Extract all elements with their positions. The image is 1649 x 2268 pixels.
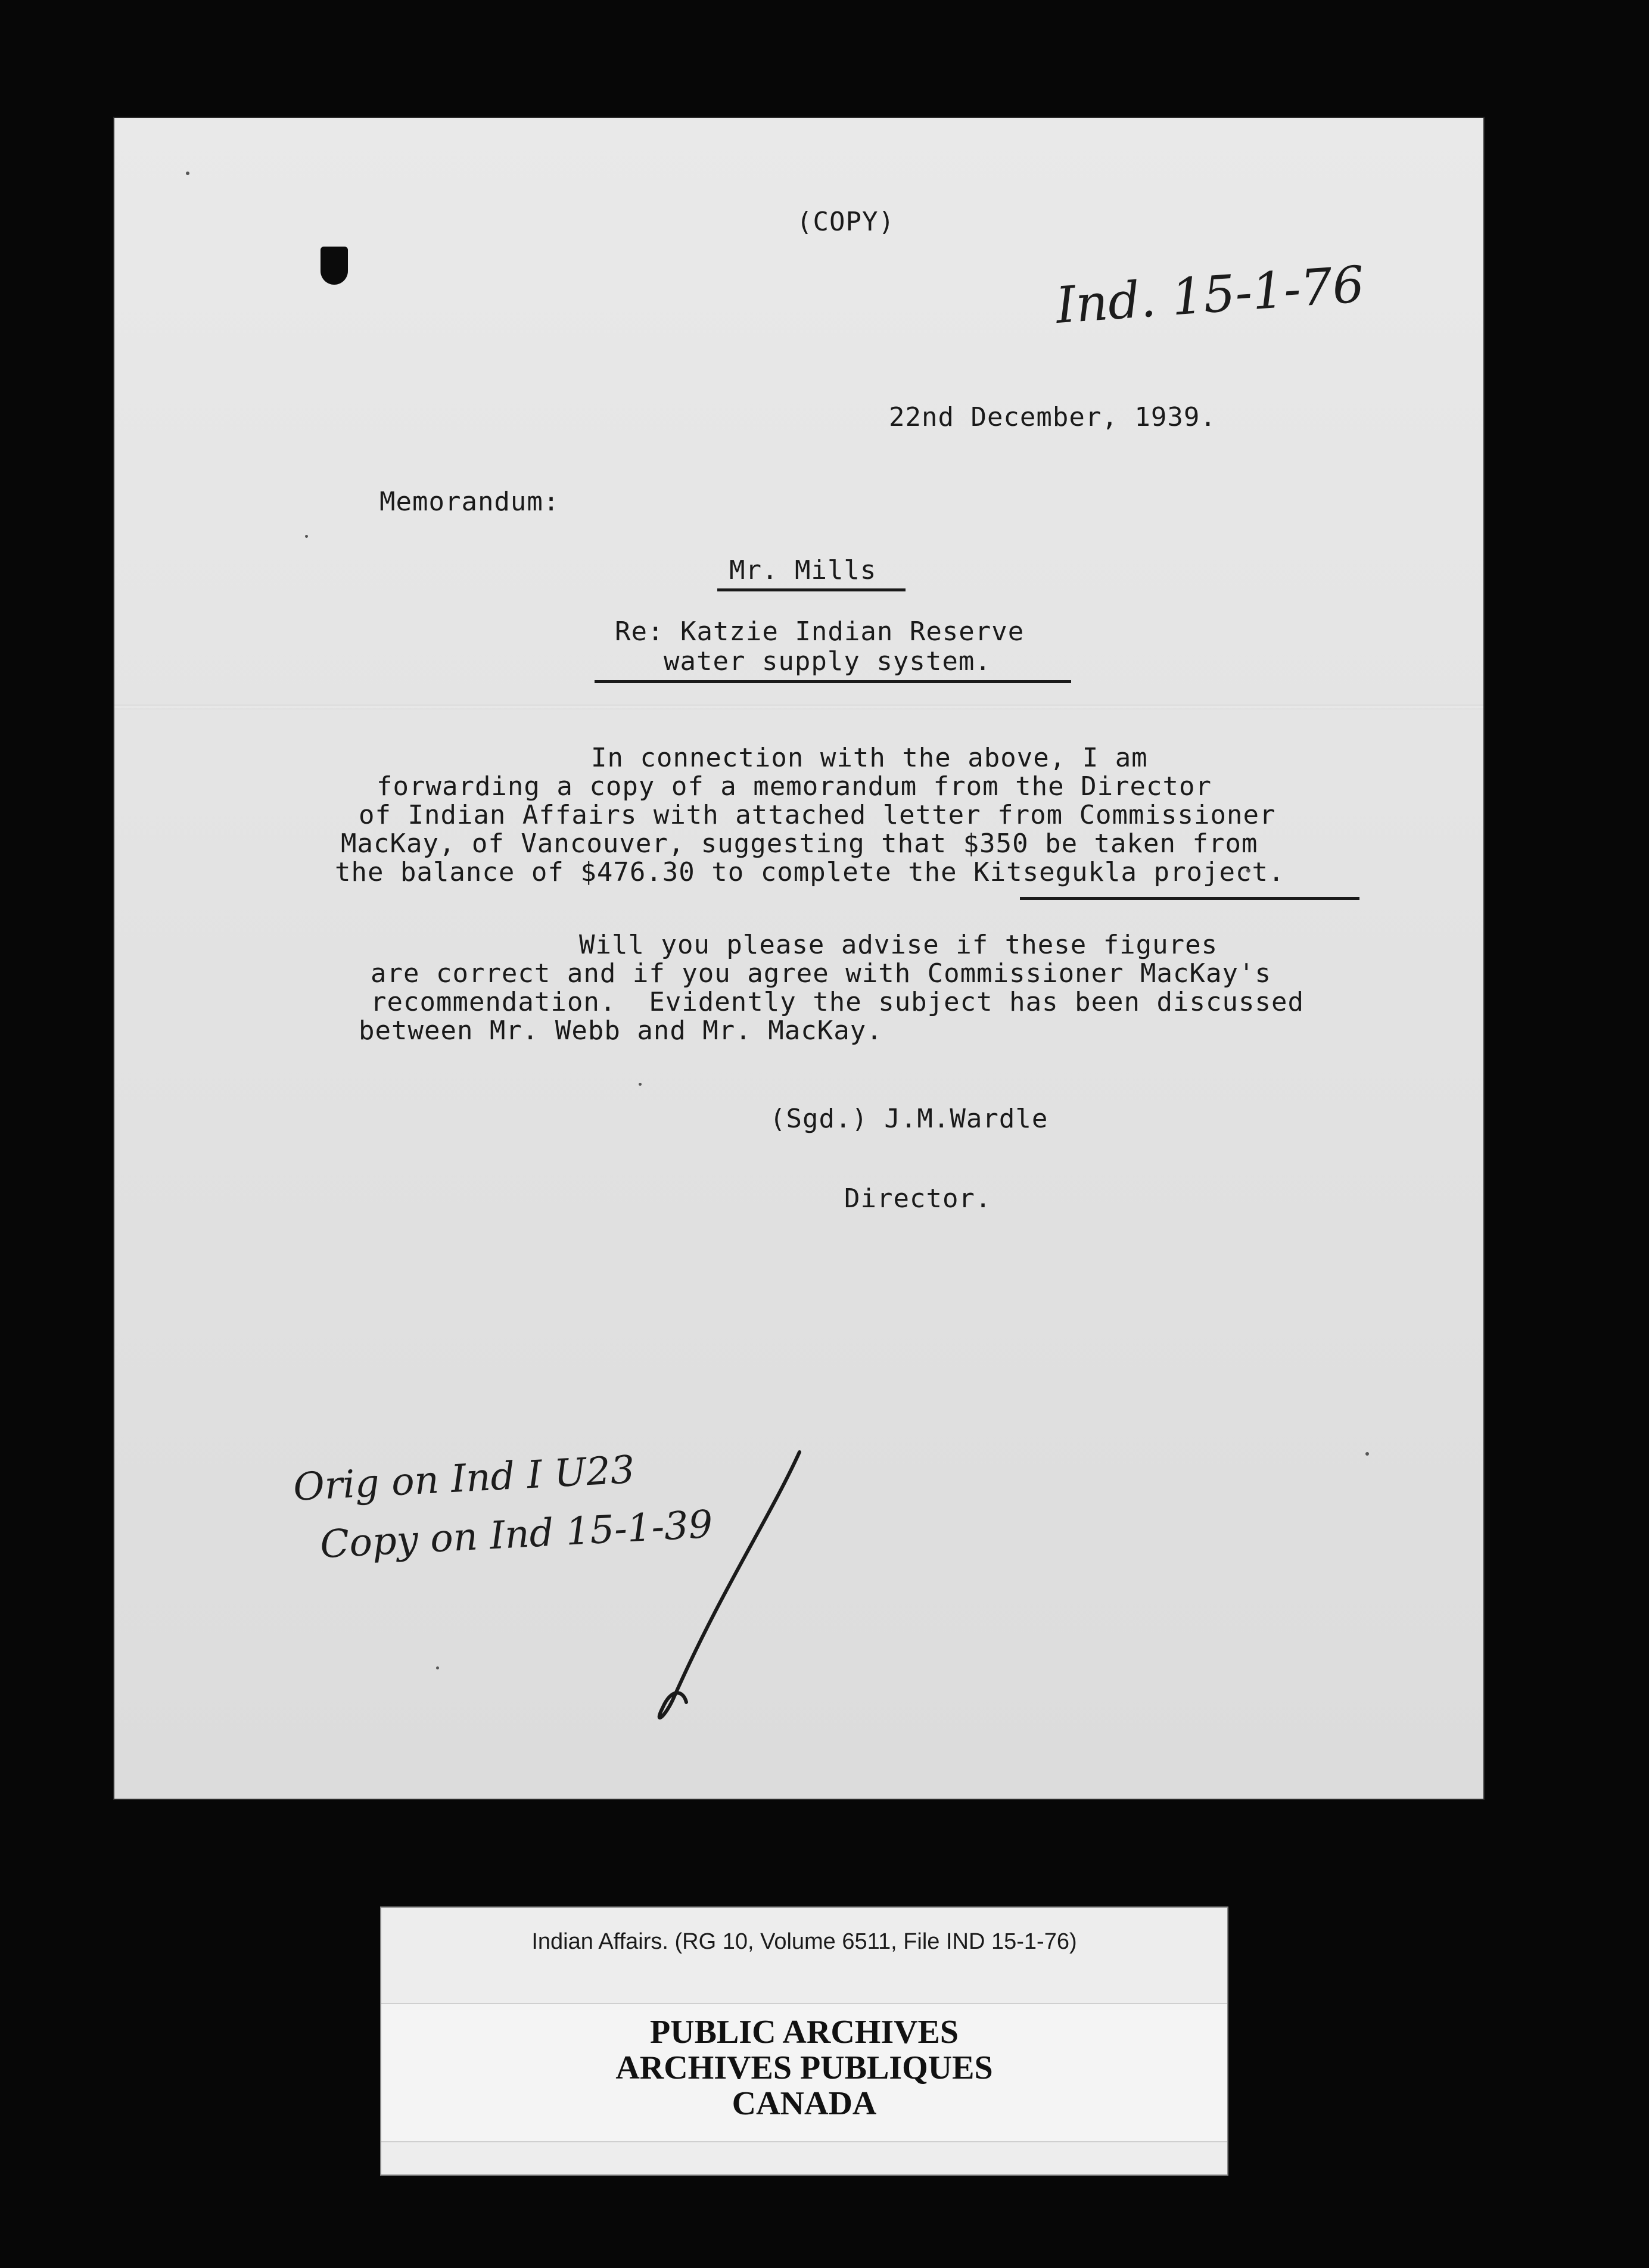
subject-line-2: water supply system. <box>664 646 991 677</box>
addressee-underline <box>717 588 906 591</box>
memo-date: 22nd December, 1939. <box>889 402 1216 432</box>
addressee: Mr. Mills <box>729 555 877 585</box>
paragraph-1-line-1: In connection with the above, I am <box>591 743 1148 773</box>
archive-reference: Indian Affairs. (RG 10, Volume 6511, File IND 15-1-76) <box>531 1929 1077 1954</box>
page-fold <box>114 705 1483 709</box>
paragraph-2-line-1: Will you please advise if these figures <box>579 930 1218 960</box>
memo-heading: Memorandum: <box>379 487 560 517</box>
paragraph-1-line-3: of Indian Affairs with attached letter from Commissioner <box>359 800 1276 830</box>
subject-line-1: Re: Katzie Indian Reserve <box>615 616 1025 647</box>
scan-speck <box>436 1666 439 1669</box>
handwritten-note-line-2: Copy on Ind 15-1-39 <box>319 1502 714 1568</box>
signature: (Sgd.) J.M.Wardle <box>770 1104 1048 1134</box>
paragraph-2-line-3: recommendation. Evidently the subject has been discussed <box>371 987 1304 1017</box>
paragraph-1-line-4: MacKay, of Vancouver, suggesting that $350 be taken from <box>341 828 1258 859</box>
copy-mark: (COPY) <box>797 207 895 237</box>
scan-speck <box>305 535 308 538</box>
paragraph-2-line-4: between Mr. Webb and Mr. MacKay. <box>359 1015 883 1046</box>
subject-underline <box>595 680 1071 683</box>
paragraph-1-line-5: the balance of $476.30 to complete the Kitsegukla project. <box>335 857 1285 887</box>
archive-line-1: PUBLIC ARCHIVES <box>649 2014 959 2051</box>
archive-line-3: CANADA <box>732 2085 877 2122</box>
signature-title: Director. <box>844 1183 992 1214</box>
paragraph-2-line-2: are correct and if you agree with Commissioner MacKay's <box>371 958 1271 989</box>
scan-speck <box>1365 1452 1369 1456</box>
archive-line-2: ARCHIVES PUBLIQUES <box>615 2049 993 2086</box>
file-number-annotation: Ind. 15-1-76 <box>1054 255 1367 335</box>
archive-label <box>381 1908 1227 2174</box>
paragraph-1-line-2: forwarding a copy of a memorandum from the Director <box>377 771 1212 802</box>
scan-speck <box>186 172 189 175</box>
memo-page <box>114 118 1483 1799</box>
scan-speck <box>639 1083 642 1086</box>
project-underline <box>1020 897 1359 900</box>
punch-hole-mark <box>321 247 348 285</box>
pen-stroke-mark <box>651 1446 805 1744</box>
handwritten-note-line-1: Orig on Ind I U23 <box>292 1448 636 1510</box>
